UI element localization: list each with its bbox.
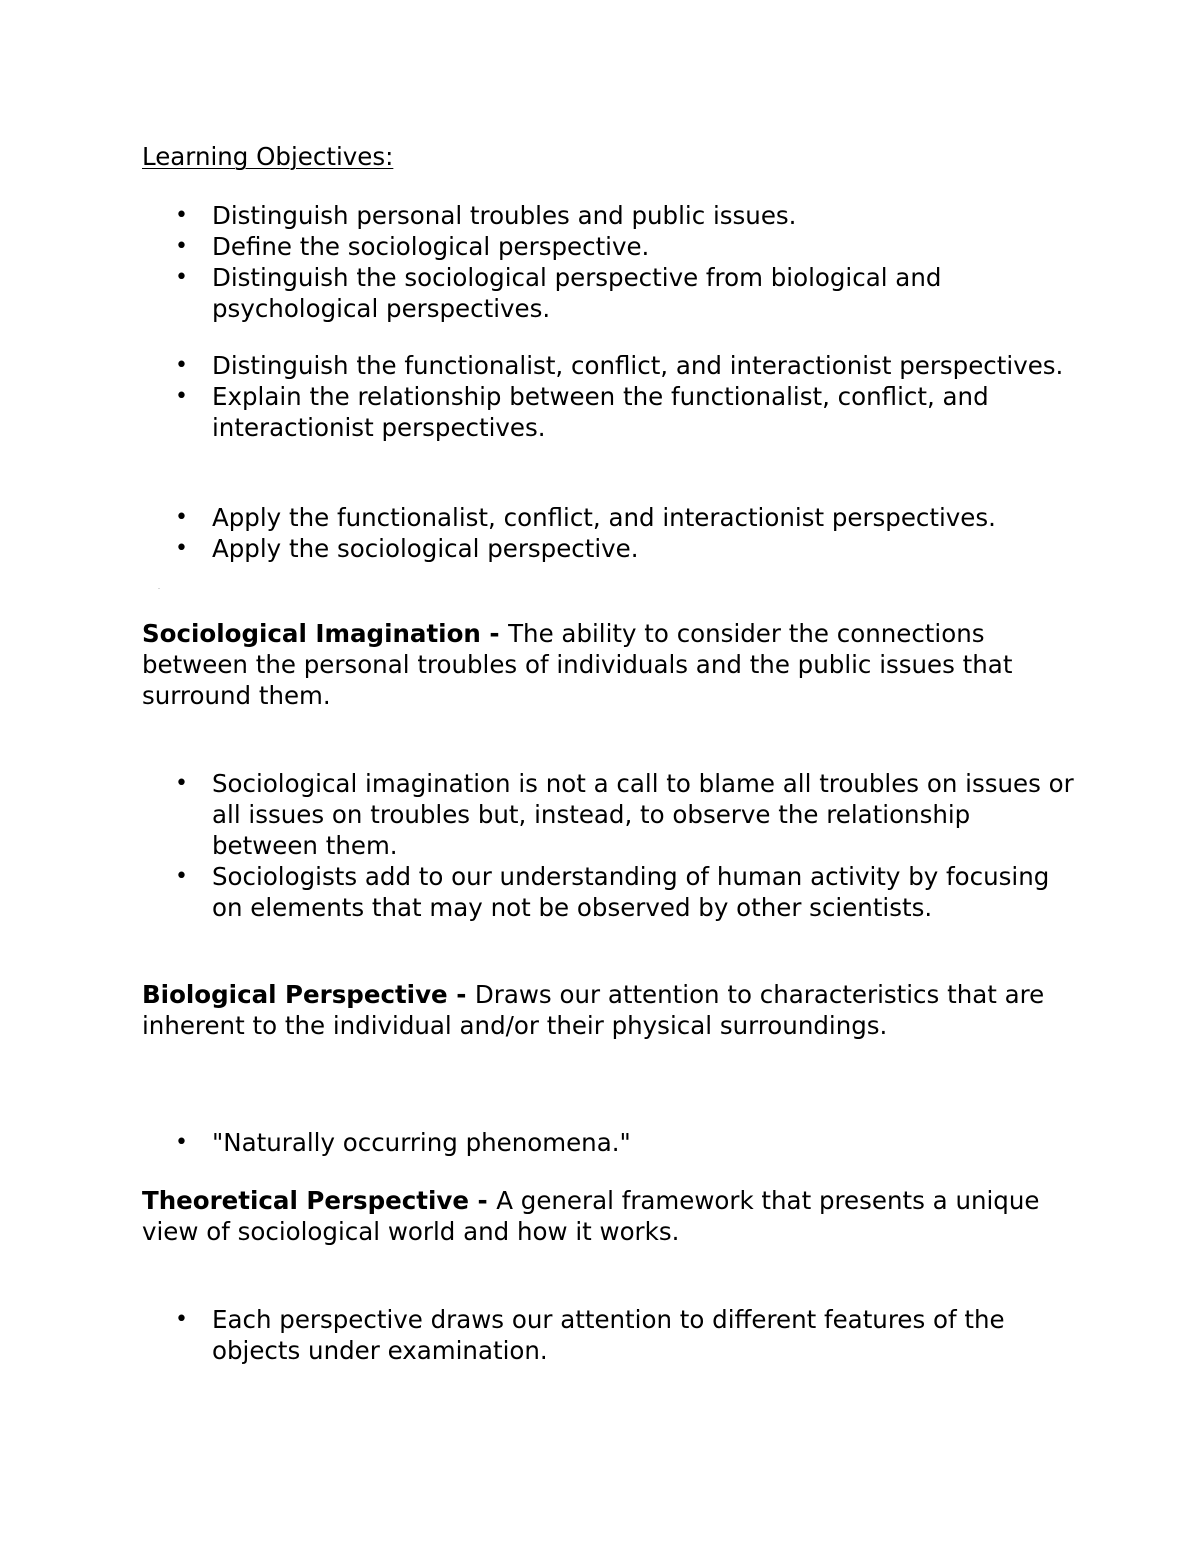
biological-perspective-definition: [142, 979, 1062, 1041]
sociological-imagination-bullets: [0, 768, 1082, 923]
list-item: • Distinguish the functionalist, conflict, and interactionist perspectives.: [175, 351, 1064, 380]
term-label: Sociological Imagination -: [142, 619, 509, 648]
bullet-icon: •: [175, 1130, 188, 1155]
list-item: • Explain the relationship between the functionalist, conflict, and interactionist perspectives.: [175, 382, 989, 442]
bullet-icon: •: [175, 203, 188, 228]
list-item: • Each perspective draws our attention to different features of the objects under examination.: [175, 1305, 1005, 1365]
bullet-icon: •: [175, 771, 188, 796]
theoretical-perspective-definition: [142, 1185, 1062, 1247]
list-item: • Define the sociological perspective.: [175, 232, 650, 261]
bullet-icon: •: [175, 234, 188, 259]
stray-mark: [158, 588, 160, 589]
list-item: • Distinguish the sociological perspective from biological and psychological perspectives.: [175, 263, 942, 323]
theoretical-perspective-bullets: [0, 1304, 1082, 1366]
list-item: • Apply the functionalist, conflict, and interactionist perspectives.: [175, 503, 996, 532]
term-label: Theoretical Perspective -: [142, 1186, 497, 1215]
bullet-icon: •: [175, 864, 188, 889]
sociological-imagination-definition: [142, 618, 1062, 711]
bullet-icon: •: [175, 536, 188, 561]
list-item: • Sociological imagination is not a call to blame all troubles on issues or all issues on troubles but, instead, to observe the relationship between them.: [175, 769, 1074, 860]
bullet-icon: •: [175, 353, 188, 378]
objectives-list-2: [0, 350, 1082, 443]
bullet-icon: •: [175, 384, 188, 409]
list-item: • Sociologists add to our understanding of human activity by focusing on elements that may not be observed by other scientists.: [175, 862, 1050, 922]
biological-perspective-bullets: [0, 1127, 1082, 1158]
term-label: Biological Perspective -: [142, 980, 475, 1009]
learning-objectives-heading: Learning Objectives:: [142, 142, 394, 171]
list-item: • "Naturally occurring phenomena.": [175, 1128, 631, 1157]
bullet-icon: •: [175, 505, 188, 530]
definition-text: The ability to consider the connections between the personal troubles of individuals and the public issues that surround them.: [142, 619, 1013, 710]
bullet-icon: •: [175, 1307, 188, 1332]
list-item: • Apply the sociological perspective.: [175, 534, 639, 563]
definition-text: A general framework that presents a unique view of sociological world and how it works.: [142, 1186, 1040, 1246]
definition-text: Draws our attention to characteristics that are inherent to the individual and/or their physical surroundings.: [142, 980, 1045, 1040]
objectives-list-1: [0, 200, 1082, 324]
bullet-icon: •: [175, 265, 188, 290]
objectives-list-3: [0, 502, 1082, 564]
list-item: • Distinguish personal troubles and public issues.: [175, 201, 797, 230]
